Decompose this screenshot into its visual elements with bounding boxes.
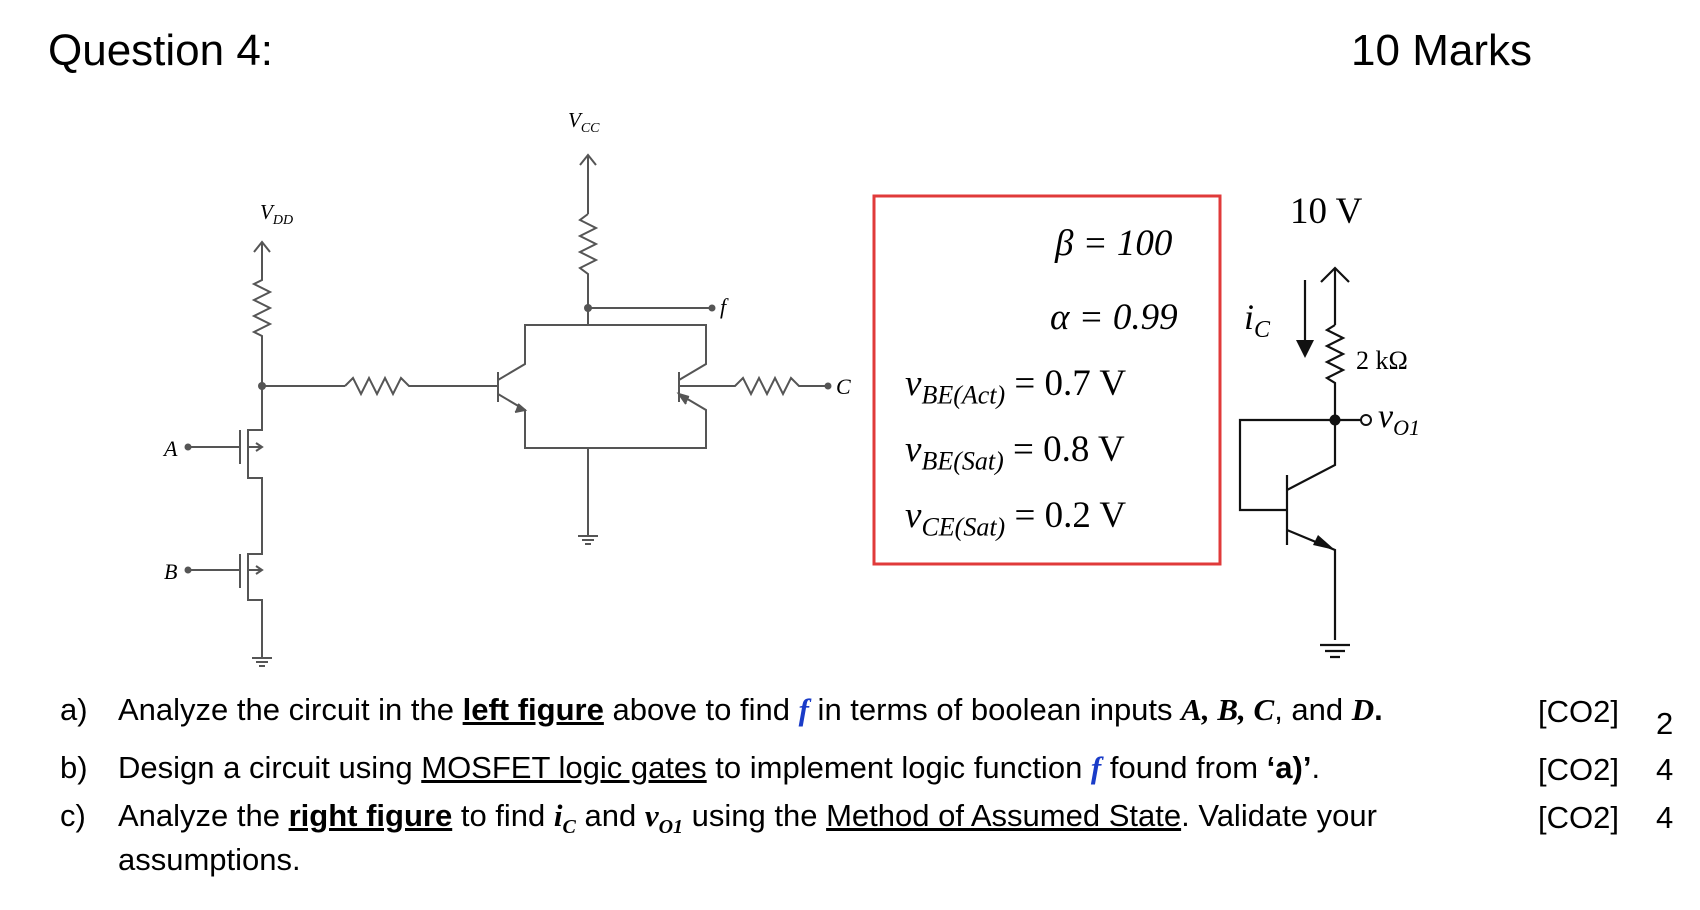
alpha-value: α = 0.99 [1050, 297, 1178, 338]
vdd-label: $V_{DD}$ [260, 200, 294, 229]
vcc-label: $V_{CC}$ [568, 108, 600, 137]
vbe-act-value: $v_{BE(Act)} = 0.7$ V [905, 363, 1127, 410]
vbe-sat-value: $v_{BE(Sat)} = 0.8$ V [905, 429, 1125, 476]
supply-voltage: 10 V [1290, 191, 1363, 232]
question-b-points: 4 [1656, 752, 1674, 787]
output-f-label: f [720, 294, 727, 319]
question-a-label: a) [60, 692, 88, 727]
left-circuit [188, 155, 828, 666]
question-b-label: b) [60, 750, 88, 785]
vdd-resistor [254, 270, 270, 352]
question-a-text: Analyze the circuit in the left figure above to find f in terms of boolean inputs A, B, C, and D. [118, 692, 1383, 727]
question-b-text: Design a circuit using MOSFET logic gates to implement logic function f found from ‘a)’. [118, 750, 1321, 785]
marks-label: 10 Marks [1351, 26, 1532, 75]
question-b-co: [CO2] [1538, 752, 1619, 787]
base-resistor-left [345, 378, 498, 394]
question-c-text-line2: assumptions. [118, 842, 301, 877]
question-c-label: c) [60, 798, 86, 833]
base-resistor-right [679, 378, 828, 394]
vo1-label: $v_{O1}$ [1378, 398, 1420, 440]
ic-label: $i_C$ [1244, 297, 1271, 344]
input-b-label: B [164, 559, 178, 584]
left-circuit-nodes [185, 304, 832, 574]
question-c-co: [CO2] [1538, 800, 1619, 835]
input-c-label: C [836, 374, 851, 399]
question-a-co: [CO2] [1538, 694, 1619, 729]
resistor-value: 2 kΩ [1356, 346, 1408, 375]
question-c-text: Analyze the right figure to find $i_C$ and $v_{O1}$ using the Method of Assumed State. Validate your [118, 798, 1377, 839]
question-c-points: 4 [1656, 800, 1674, 835]
beta-value: β = 100 [1055, 223, 1173, 264]
vce-sat-value: $v_{CE(Sat)} = 0.2$ V [905, 495, 1127, 542]
question-a-points: 2 [1656, 706, 1674, 741]
collector-resistor [1327, 325, 1343, 420]
input-a-label: A [164, 436, 178, 461]
question-title: Question 4: [48, 26, 274, 75]
